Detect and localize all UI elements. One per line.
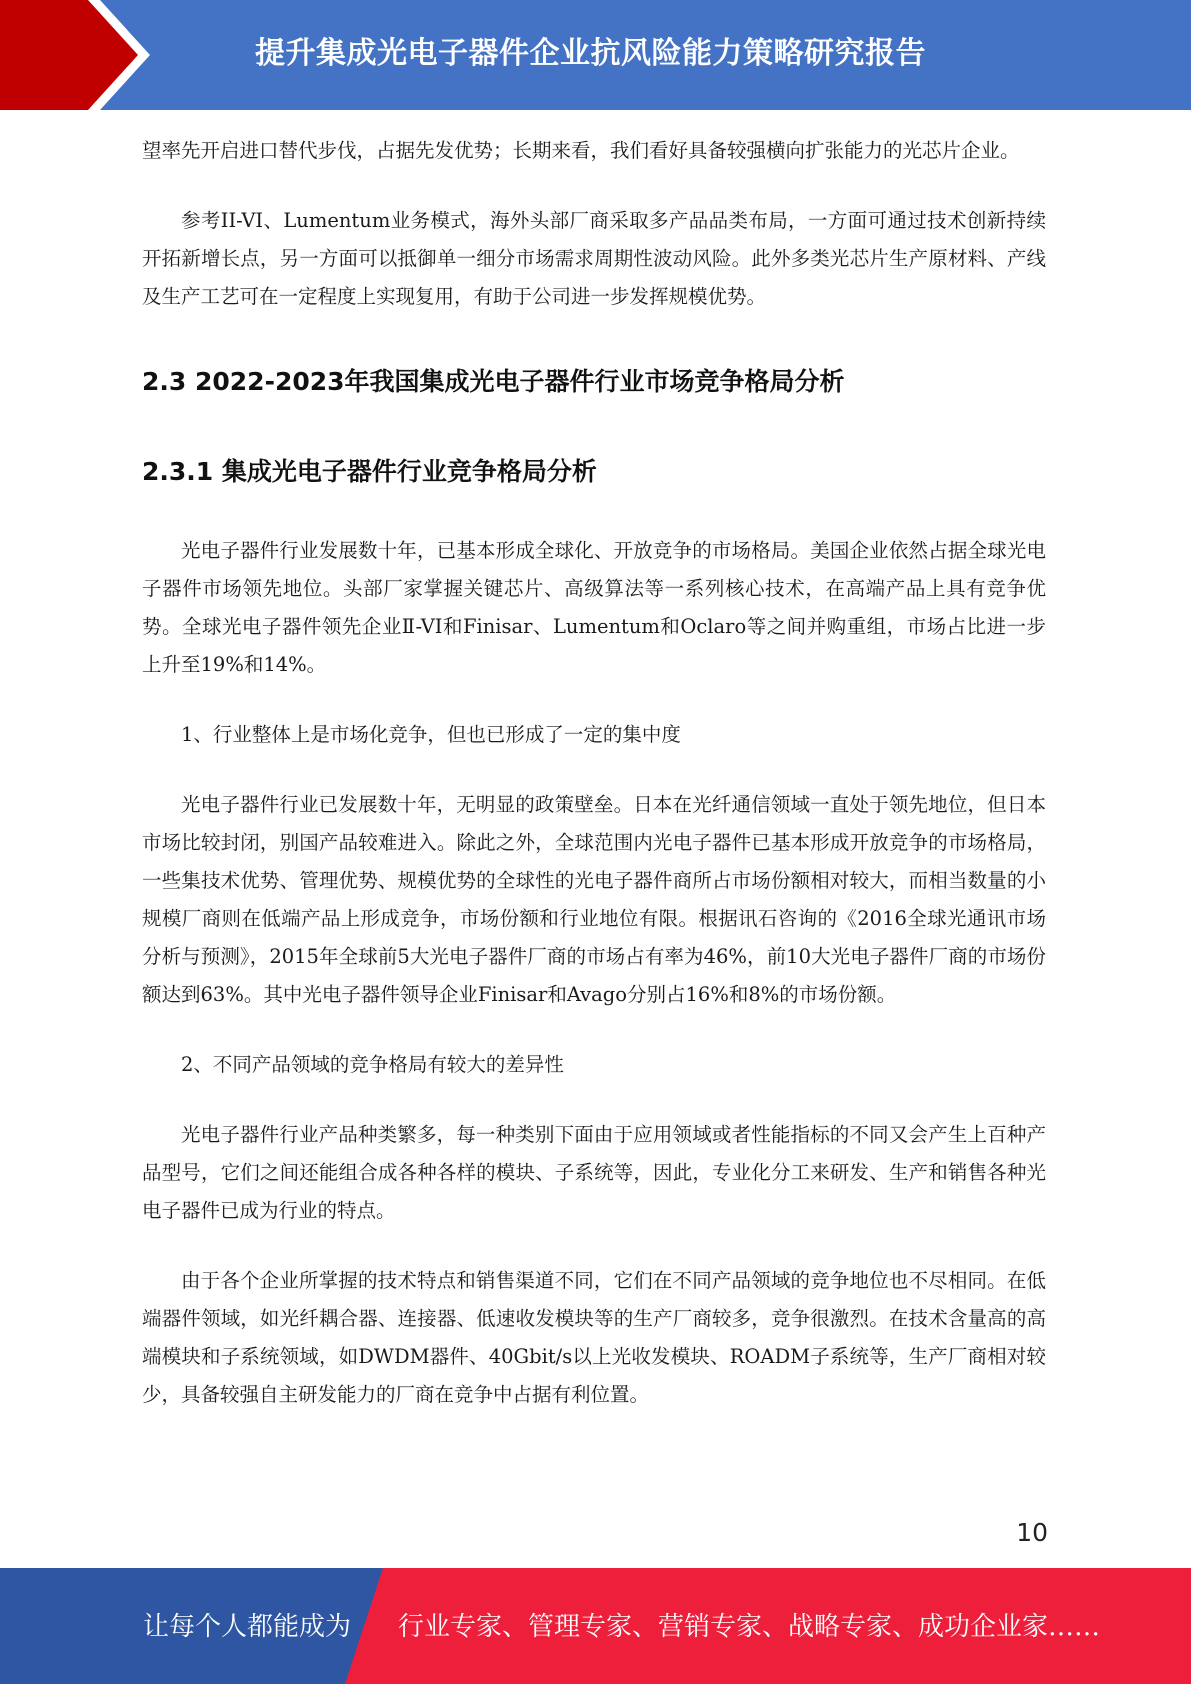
paragraph-continued: 望率先开启进口替代步伐，占据先发优势；长期来看，我们看好具备较强横向扩张能力的光芯片企业。 [142, 139, 1020, 162]
list-item-1: 1、行业整体上是市场化竞争，但也已形成了一定的集中度 [181, 723, 681, 746]
paragraph-global-landscape: 光电子器件行业发展数十年，已基本形成全球化、开放竞争的市场格局。美国企业依然占据全球光电子器件市场领先地位。头部厂家掌握关键芯片、高级算法等一系列核心技术，在高端产品上具有竞争优势。全球光电子器件领先企业Ⅱ-VI和Finisar、Lumentum和Oclaro等之间并购重组，市场占比进一步上升至19%和14%。 [142, 539, 1046, 676]
page-footer [0, 1568, 1191, 1684]
footer-slogan-right: 行业专家、管理专家、营销专家、战略专家、成功企业家…… [398, 1612, 1101, 1642]
paragraph-product-variety: 光电子器件行业产品种类繁多，每一种类别下面由于应用领域或者性能指标的不同又会产生上百种产品型号，它们之间还能组合成各种各样的模块、子系统等，因此，专业化分工来研发、生产和销售各种光电子器件已成为行业的特点。 [142, 1123, 1046, 1222]
list-item-2: 2、不同产品领域的竞争格局有较大的差异性 [181, 1053, 564, 1076]
report-title: 提升集成光电子器件企业抗风险能力策略研究报告 [255, 36, 926, 71]
page-header [0, 0, 1191, 110]
paragraph-multi-product: 参考II-VI、Lumentum业务模式，海外头部厂商采取多产品品类布局，一方面可通过技术创新持续开拓新增长点，另一方面可以抵御单一细分市场需求周期性波动风险。此外多类光芯片生产原材料、产线及生产工艺可在一定程度上实现复用，有助于公司进一步发挥规模优势。 [142, 209, 1046, 308]
document-body [142, 132, 1046, 1414]
header-arrow-decoration [0, 0, 160, 110]
paragraph-market-concentration: 光电子器件行业已发展数十年，无明显的政策壁垒。日本在光纤通信领域一直处于领先地位，但日本市场比较封闭，别国产品较难进入。除此之外，全球范围内光电子器件已基本形成开放竞争的市场格局，一些集技术优势、管理优势、规模优势的全球性的光电子器件商所占市场份额相对较大，而相当数量的小规模厂商则在低端产品上形成竞争，市场份额和行业地位有限。根据讯石咨询的《2016全球光通讯市场分析与预测》，2015年全球前5大光电子器件厂商的市场占有率为46%，前10大光电子器件厂商的市场份额达到63%。其中光电子器件领导企业Finisar和Avago分别占16%和8%的市场份额。 [142, 793, 1046, 1006]
section-heading-2-3-1: 2.3.1 集成光电子器件行业竞争格局分析 [142, 457, 597, 486]
footer-slogan-left: 让每个人都能成为 [143, 1612, 352, 1642]
section-heading-2-3: 2.3 2022-2023年我国集成光电子器件行业市场竞争格局分析 [142, 367, 845, 396]
page-number: 10 [1016, 1518, 1048, 1547]
paragraph-segment-competition: 由于各个企业所掌握的技术特点和销售渠道不同，它们在不同产品领域的竞争地位也不尽相同。在低端器件领域，如光纤耦合器、连接器、低速收发模块等的生产厂商较多，竞争很激烈。在技术含量高的高端模块和子系统领域，如DWDM器件、40Gbit/s以上光收发模块、ROADM子系统等，生产厂商相对较少，具备较强自主研发能力的厂商在竞争中占据有利位置。 [142, 1269, 1046, 1406]
header-arrow-red [0, 0, 138, 110]
